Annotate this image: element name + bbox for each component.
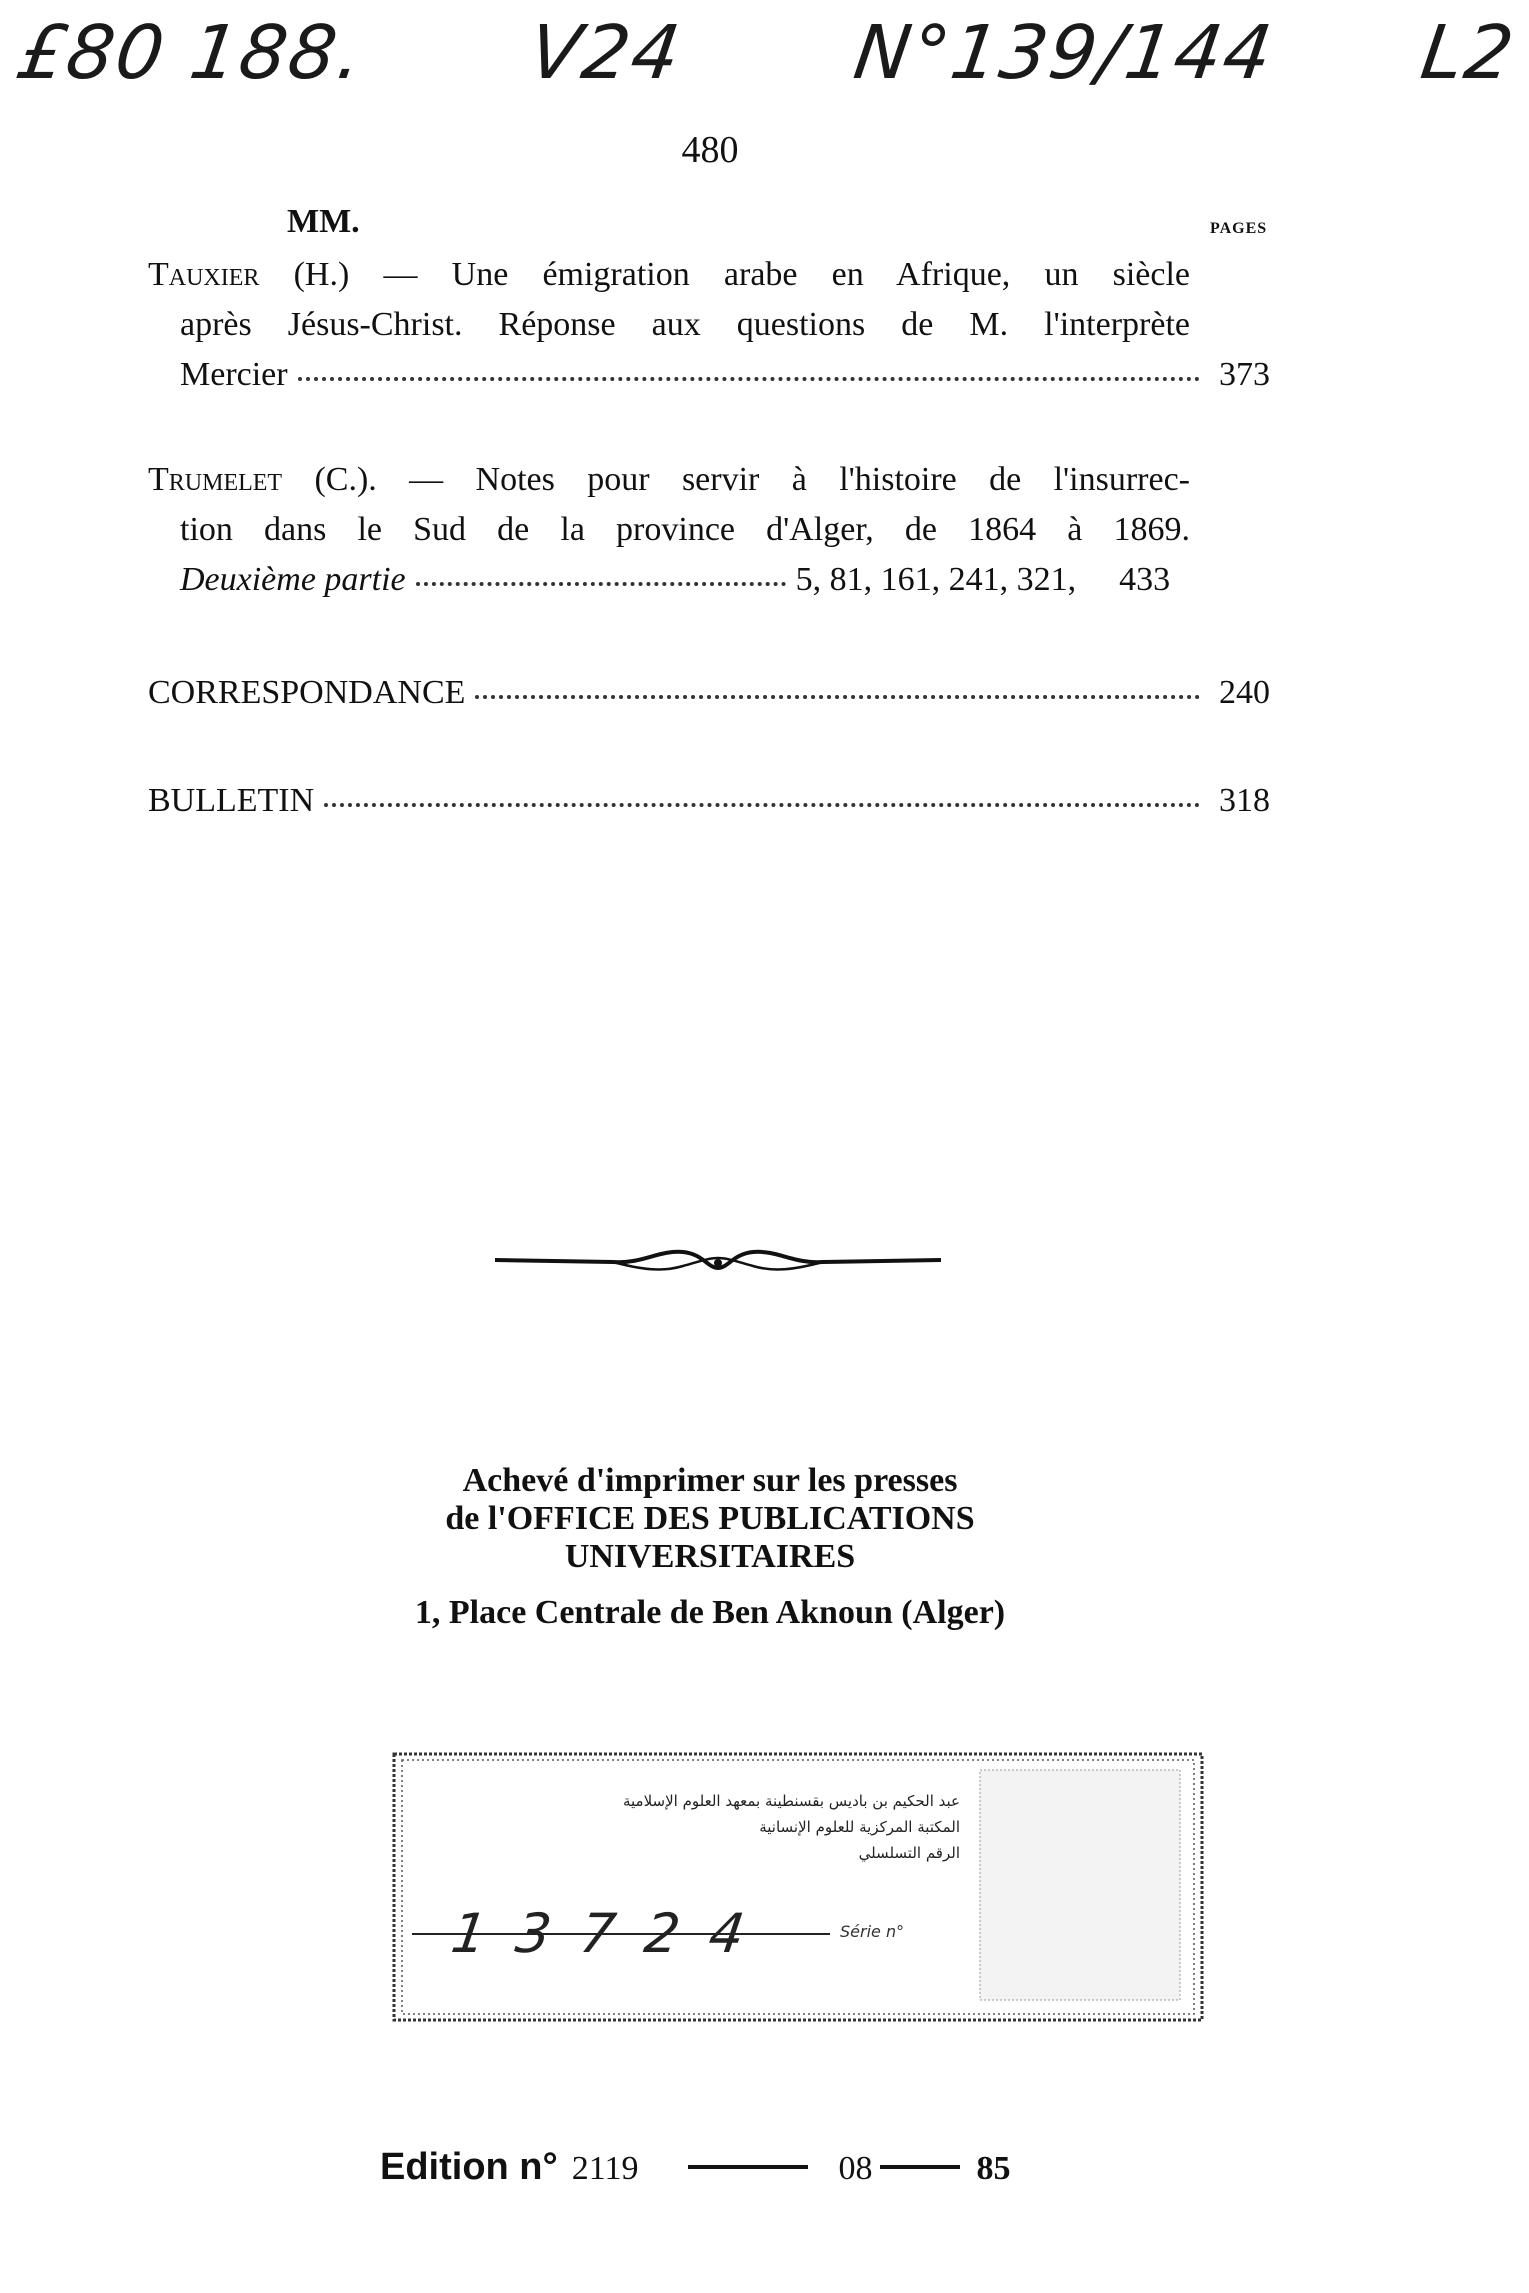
entry-title-line-1: — Une émigration arabe en Afrique, un siècle [349, 256, 1191, 293]
edition-year: 85 [976, 2150, 1011, 2187]
library-stamp [390, 1746, 1210, 2028]
entry-initial: (C.). [314, 461, 377, 498]
section-title: CORRESPONDANCE [148, 674, 466, 711]
edition-line [380, 2146, 1010, 2189]
section-title: BULLETIN [148, 782, 315, 819]
entry-title-line-2: après Jésus-Christ. Réponse aux questions de M. l'interprète [180, 306, 1190, 343]
entry-title-line-1: — Notes pour servir à l'histoire de l'insurrec- [376, 461, 1190, 498]
stamp-inventory-number: 13724 [447, 1902, 779, 1965]
handwritten-corner-mark: L2 [1415, 10, 1521, 96]
toc-entry-tauxier [148, 250, 1270, 400]
entry-title-line-3: Deuxième partie [180, 561, 406, 598]
stamp-frame [390, 1746, 1210, 2028]
colophon-line-1: Achevé d'imprimer sur les presses [462, 1462, 958, 1499]
handwritten-volume: V24 [523, 10, 687, 96]
stamp-note: Série n° [840, 1922, 905, 1941]
entry-page: 373 [1219, 356, 1270, 393]
printer-colophon [0, 1462, 1420, 1632]
stamp-text-line-1: عبد الحكيم بن باديس بقسنطينة بمعهد العلوم الإسلامية [622, 1792, 960, 1810]
section-page: 240 [1219, 674, 1270, 711]
edition-dash [688, 2165, 808, 2169]
colophon-line-3: UNIVERSITAIRES [564, 1538, 856, 1575]
authors-heading: MM. [287, 203, 360, 240]
leader-dots [324, 803, 1200, 807]
entry-author: Trumelet [148, 461, 283, 498]
handwritten-issue: N°139/144 [848, 10, 1279, 96]
leader-dots [298, 377, 1200, 381]
handwritten-reference: £80 188. [11, 10, 370, 96]
ornamental-divider [493, 1240, 943, 1280]
entry-initial: (H.) [293, 256, 350, 293]
pages-column-heading: PAGES [1210, 220, 1268, 237]
edition-dash [880, 2165, 960, 2169]
leader-dots [475, 695, 1200, 699]
toc-section-bulletin [148, 776, 1270, 826]
entry-page-references: 5, 81, 161, 241, 321, [795, 561, 1077, 598]
entry-page: 433 [1119, 561, 1171, 598]
entry-title-line-3: Mercier [180, 356, 288, 393]
toc-entry-trumelet [148, 455, 1270, 605]
toc-section-correspondance [148, 668, 1270, 718]
page-number: 480 [681, 129, 739, 171]
colophon-line-2: de l'OFFICE DES PUBLICATIONS [445, 1500, 975, 1537]
edition-month: 08 [838, 2150, 873, 2187]
entry-author: Tauxier [148, 256, 260, 293]
edition-label: Edition n° [380, 2146, 558, 2188]
edition-number: 2119 [571, 2150, 639, 2187]
section-page: 318 [1219, 782, 1270, 819]
colophon-address: 1, Place Centrale de Ben Aknoun (Alger) [414, 1594, 1006, 1631]
entry-title-line-2: tion dans le Sud de la province d'Alger, de 1864 à 1869. [180, 511, 1190, 548]
stamp-text-line-3: الرقم التسلسلي [858, 1844, 960, 1862]
leader-dots [416, 582, 786, 586]
stamp-text-line-2: المكتبة المركزية للعلوم الإنسانية [759, 1818, 960, 1836]
